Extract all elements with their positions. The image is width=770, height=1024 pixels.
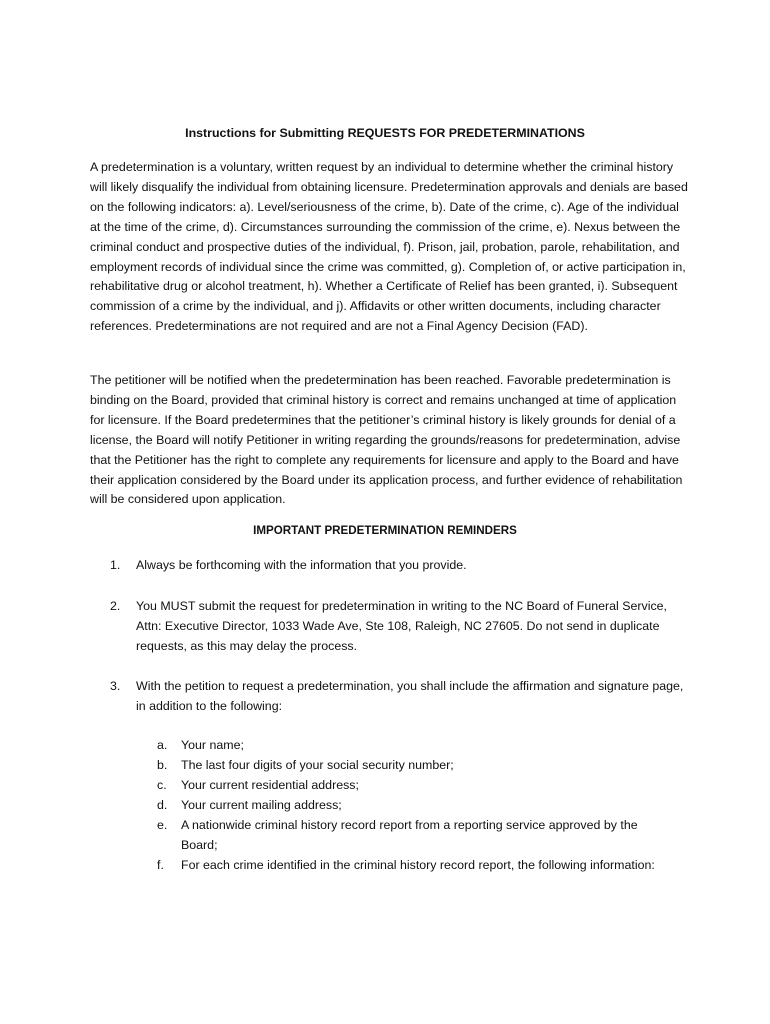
reminder-number: 2. [110,599,121,613]
subitem [157,776,677,796]
reminder-text: Always be forthcoming with the information that you provide. [136,558,467,572]
reminder-number: 3. [110,679,121,693]
subitem-text: Your current mailing address; [181,798,342,812]
reminder-number: 1. [110,558,121,572]
subitem-text: A nationwide criminal history record report from a reporting service approved by the Board; [181,818,638,852]
reminder-item [110,556,690,576]
reminder-text: You MUST submit the request for predetermination in writing to the NC Board of Funeral Service, Attn: Executive Director, 1033 Wade Ave, Ste 108, Raleigh, NC 27605. Do not send in duplicate requests, as this may delay the process. [136,599,667,653]
reminder-item [110,597,690,657]
subitem-letter: a. [157,738,168,752]
paragraph-notification: The petitioner will be notified when the predetermination has been reached. Favorable predetermination is binding on the Board, provided that criminal history is correct and remains unchanged at time of application for licensure. If the Board predetermines that the petitioner’s criminal history is likely grounds for denial of a license, the Board will notify Petitioner in writing regarding the grounds/reasons for predetermination, advise that the Petitioner has the right to complete any requirements for licensure and apply to the Board and have their application considered by the Board under its application process, and further evidence of rehabilitation will be considered upon application. [90,373,683,507]
page-title: Instructions for Submitting REQUESTS FOR PREDETERMINATIONS [185,126,585,140]
subitem [157,796,677,816]
reminder-text: With the petition to request a predetermination, you shall include the affirmation and signature page, in addition to the following: [136,679,684,713]
subitem [157,816,677,856]
reminders-heading: IMPORTANT PREDETERMINATION REMINDERS [253,524,517,537]
subitem [157,756,677,776]
subitem [157,736,677,756]
reminder-item [110,677,690,717]
subitem-text: Your name; [181,738,244,752]
subitem-letter: f. [157,858,164,872]
subitem-text: Your current residential address; [181,778,359,792]
subitem-text: For each crime identified in the criminal history record report, the following information: [181,858,655,872]
subitem-letter: c. [157,778,167,792]
subitem-letter: d. [157,798,168,812]
subitem-letter: e. [157,818,168,832]
subitem [157,856,677,876]
subitem-text: The last four digits of your social security number; [181,758,454,772]
subitem-letter: b. [157,758,168,772]
paragraph-intro: A predetermination is a voluntary, written request by an individual to determine whether the criminal history will likely disqualify the individual from obtaining licensure. Predetermination approvals and denials are based on the following indicators: a). Level/seriousness of the crime, b). Date of the crime, c). Age of the individual at the time of the crime, d). Circumstances surrounding the commission of the crime, e). Nexus between the criminal conduct and prospective duties of the individual, f). Prison, jail, probation, parole, rehabilitation, and employment records of individual since the crime was committed, g). Completion of, or active participation in, rehabilitative drug or alcohol treatment, h). Whether a Certificate of Relief has been granted, i). Subsequent commission of a crime by the individual, and j). Affidavits or other written documents, including character references. Predeterminations are not required and are not a Final Agency Decision (FAD). [90,160,688,334]
